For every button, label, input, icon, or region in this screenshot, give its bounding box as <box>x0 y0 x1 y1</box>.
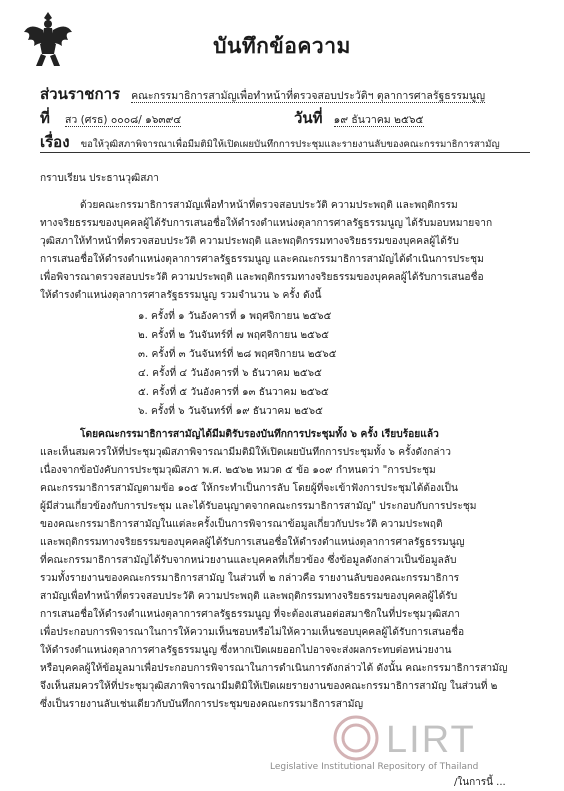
paragraph1-line: วุฒิสภาให้ทำหน้าที่ตรวจสอบประวัติ ความประพฤติ และพฤติกรรมทางจริยธรรมของบุคคลผู้ได้รับ <box>40 236 459 247</box>
meeting-item: ๓. ครั้งที่ ๓ วันจันทร์ที่ ๒๘ พฤศจิกายน ๒๕๖๕ <box>138 349 337 360</box>
paragraph1-line: ทางจริยธรรมของบุคคลผู้ได้รับการเสนอชื่อให้ดำรงตำแหน่งตุลาการศาลรัฐธรรมนูญ ได้รับมอบหมายจาก <box>40 218 493 229</box>
lirt-watermark-logo <box>330 712 520 764</box>
continuation-note: /ในการนี้ ... <box>454 777 506 788</box>
paragraph1-line: ให้ดำรงตำแหน่งตุลาการศาลรัฐธรรมนูญ รวมจำนวน ๖ ครั้ง ดังนี้ <box>40 290 322 301</box>
paragraph1-line: ด้วยคณะกรรมาธิการสามัญเพื่อทำหน้าที่ตรวจสอบประวัติ ความประพฤติ และพฤติกรรม <box>80 200 458 211</box>
paragraph2-line: คณะกรรมาธิการสามัญตามข้อ ๑๐๕ ให้กระทำเป็นการลับ โดยผู้ที่จะเข้าฟังการประชุมได้ต้องเป็น <box>40 483 458 494</box>
reference-row <box>40 106 270 126</box>
paragraph2-line: รวมทั้งรายงานของคณะกรรมาธิการสามัญ ในส่วนที่ ๒ กล่าวคือ รายงานลับของคณะกรรมาธิการ <box>40 573 460 584</box>
paragraph2-line: ให้ดำรงตำแหน่งตุลาการศาลรัฐธรรมนูญ ซึ่งหากเปิดเผยออกไปอาจจะส่งผลกระทบต่อหน่วยงาน <box>40 645 452 656</box>
paragraph2-line: หรือบุคคลผู้ให้ข้อมูลมาเพื่อประกอบการพิจารณาในการดำเนินการดังกล่าวได้ ดังนั้น คณะกรรมาธิการสามัญ <box>40 663 508 674</box>
subject-label: เรื่อง <box>40 133 70 150</box>
date-label: วันที่ <box>294 109 323 127</box>
date-value: ๑๙ ธันวาคม ๒๕๖๕ <box>333 114 424 126</box>
meeting-item: ๖. ครั้งที่ ๖ วันจันทร์ที่ ๑๙ ธันวาคม ๒๕๖๕ <box>138 406 323 417</box>
agency-row <box>40 82 530 102</box>
date-row <box>294 106 534 126</box>
paragraph2-line: เพื่อประกอบการพิจารณาในการให้ความเห็นชอบหรือไม่ให้ความเห็นชอบบุคคลผู้ได้รับการเสนอชื่อ <box>40 627 465 638</box>
watermark-logo-text: LIRT <box>386 719 476 761</box>
agency-label: ส่วนราชการ <box>40 85 121 103</box>
subject-row <box>40 130 534 150</box>
paragraph2-line: สามัญเพื่อทำหน้าที่ตรวจสอบประวัติ ความประพฤติ และพฤติกรรมทางจริยธรรมของบุคคลผู้ได้รับ <box>40 591 458 602</box>
agency-value: คณะกรรมาธิการสามัญเพื่อทำหน้าที่ตรวจสอบประวัติฯ ตุลาการศาลรัฐธรรมนูญ <box>131 90 486 102</box>
paragraph2-line: โดยคณะกรรมาธิการสามัญได้มีมติรับรองบันทึกการประชุมทั้ง ๖ ครั้ง เรียบร้อยแล้ว <box>80 429 439 440</box>
salutation: กราบเรียน ประธานวุฒิสภา <box>40 173 159 184</box>
meeting-item: ๕. ครั้งที่ ๕ วันอังคารที่ ๑๓ ธันวาคม ๒๕๖๕ <box>138 387 329 398</box>
paragraph2-line: ผู้มีส่วนเกี่ยวข้องกับการประชุม และได้รับอนุญาตจากคณะกรรมาธิการสามัญ" ประกอบกับการประชุม <box>40 501 477 512</box>
meeting-item: ๑. ครั้งที่ ๑ วันอังคารที่ ๑ พฤศจิกายน ๒๕๖๕ <box>138 311 332 322</box>
paragraph2-line: ซึ่งเป็นรายงานลับเช่นเดียวกับบันทึกการประชุมของคณะกรรมาธิการสามัญ <box>40 699 364 710</box>
paragraph2-line: จึงเห็นสมควรให้ที่ประชุมวุฒิสภาพิจารณามีมติมิให้เปิดเผยรายงานของคณะกรรมาธิการสามัญ ในส่วนที่ ๒ <box>40 681 498 692</box>
subject-value: ขอให้วุฒิสภาพิจารณาเพื่อมีมติมิให้เปิดเผยบันทึกการประชุมและรายงานลับของคณะกรรมาธิการสามัญ <box>80 139 500 150</box>
paragraph2-line: เนื่องจากข้อบังคับการประชุมวุฒิสภา พ.ศ. ๒๕๖๒ หมวด ๕ ข้อ ๑๐๙ กำหนดว่า "การประชุม <box>40 465 436 476</box>
paragraph2-line: และเห็นสมควรให้ที่ประชุมวุฒิสภาพิจารณามีมติมิให้เปิดเผยบันทึกการประชุมทั้ง ๖ ครั้งดังกล่าว <box>40 447 451 458</box>
reference-label: ที่ <box>40 109 50 127</box>
reference-value: สว (ศรธ) ๐๐๐๘/ ๑๖๓๙๔ <box>64 114 182 126</box>
paragraph1-line: การเสนอชื่อให้ดำรงตำแหน่งตุลาการศาลรัฐธรรมนูญ และคณะกรรมาธิการสามัญได้ดำเนินการประชุม <box>40 254 484 265</box>
paragraph2-line: ที่คณะกรรมาธิการสามัญได้รับจากหน่วยงานและบุคคลที่เกี่ยวข้อง ซึ่งข้อมูลดังกล่าวเป็นข้อมูลลับ <box>40 555 457 566</box>
meeting-item: ๒. ครั้งที่ ๒ วันจันทร์ที่ ๗ พฤศจิกายน ๒๕๖๕ <box>138 330 330 341</box>
paragraph2-line: การเสนอชื่อให้ดำรงตำแหน่งตุลาการศาลรัฐธรรมนูญ ที่จะต้องเสนอต่อสมาชิกในที่ประชุมวุฒิสภา <box>40 609 460 620</box>
header-divider <box>40 152 530 153</box>
meeting-item: ๔. ครั้งที่ ๔ วันอังคารที่ ๖ ธันวาคม ๒๕๖๕ <box>138 368 322 379</box>
paragraph2-line: และพฤติกรรมทางจริยธรรมของบุคคลผู้ได้รับการเสนอชื่อให้ดำรงตำแหน่งตุลาการศาลรัฐธรรมนูญ <box>40 537 465 548</box>
paragraph1-line: เพื่อพิจารณาตรวจสอบประวัติ ความประพฤติ และพฤติกรรมทางจริยธรรมของบุคคลผู้ได้รับการเสนอชื่อ <box>40 272 484 283</box>
watermark-caption: Legislative Institutional Repository of Thailand <box>270 762 479 772</box>
paragraph2-line: ของคณะกรรมาธิการสามัญในแต่ละครั้งเป็นการพิจารณาข้อมูลเกี่ยวกับประวัติ ความประพฤติ <box>40 519 443 530</box>
memo-title: บันทึกข้อความ <box>213 34 351 58</box>
